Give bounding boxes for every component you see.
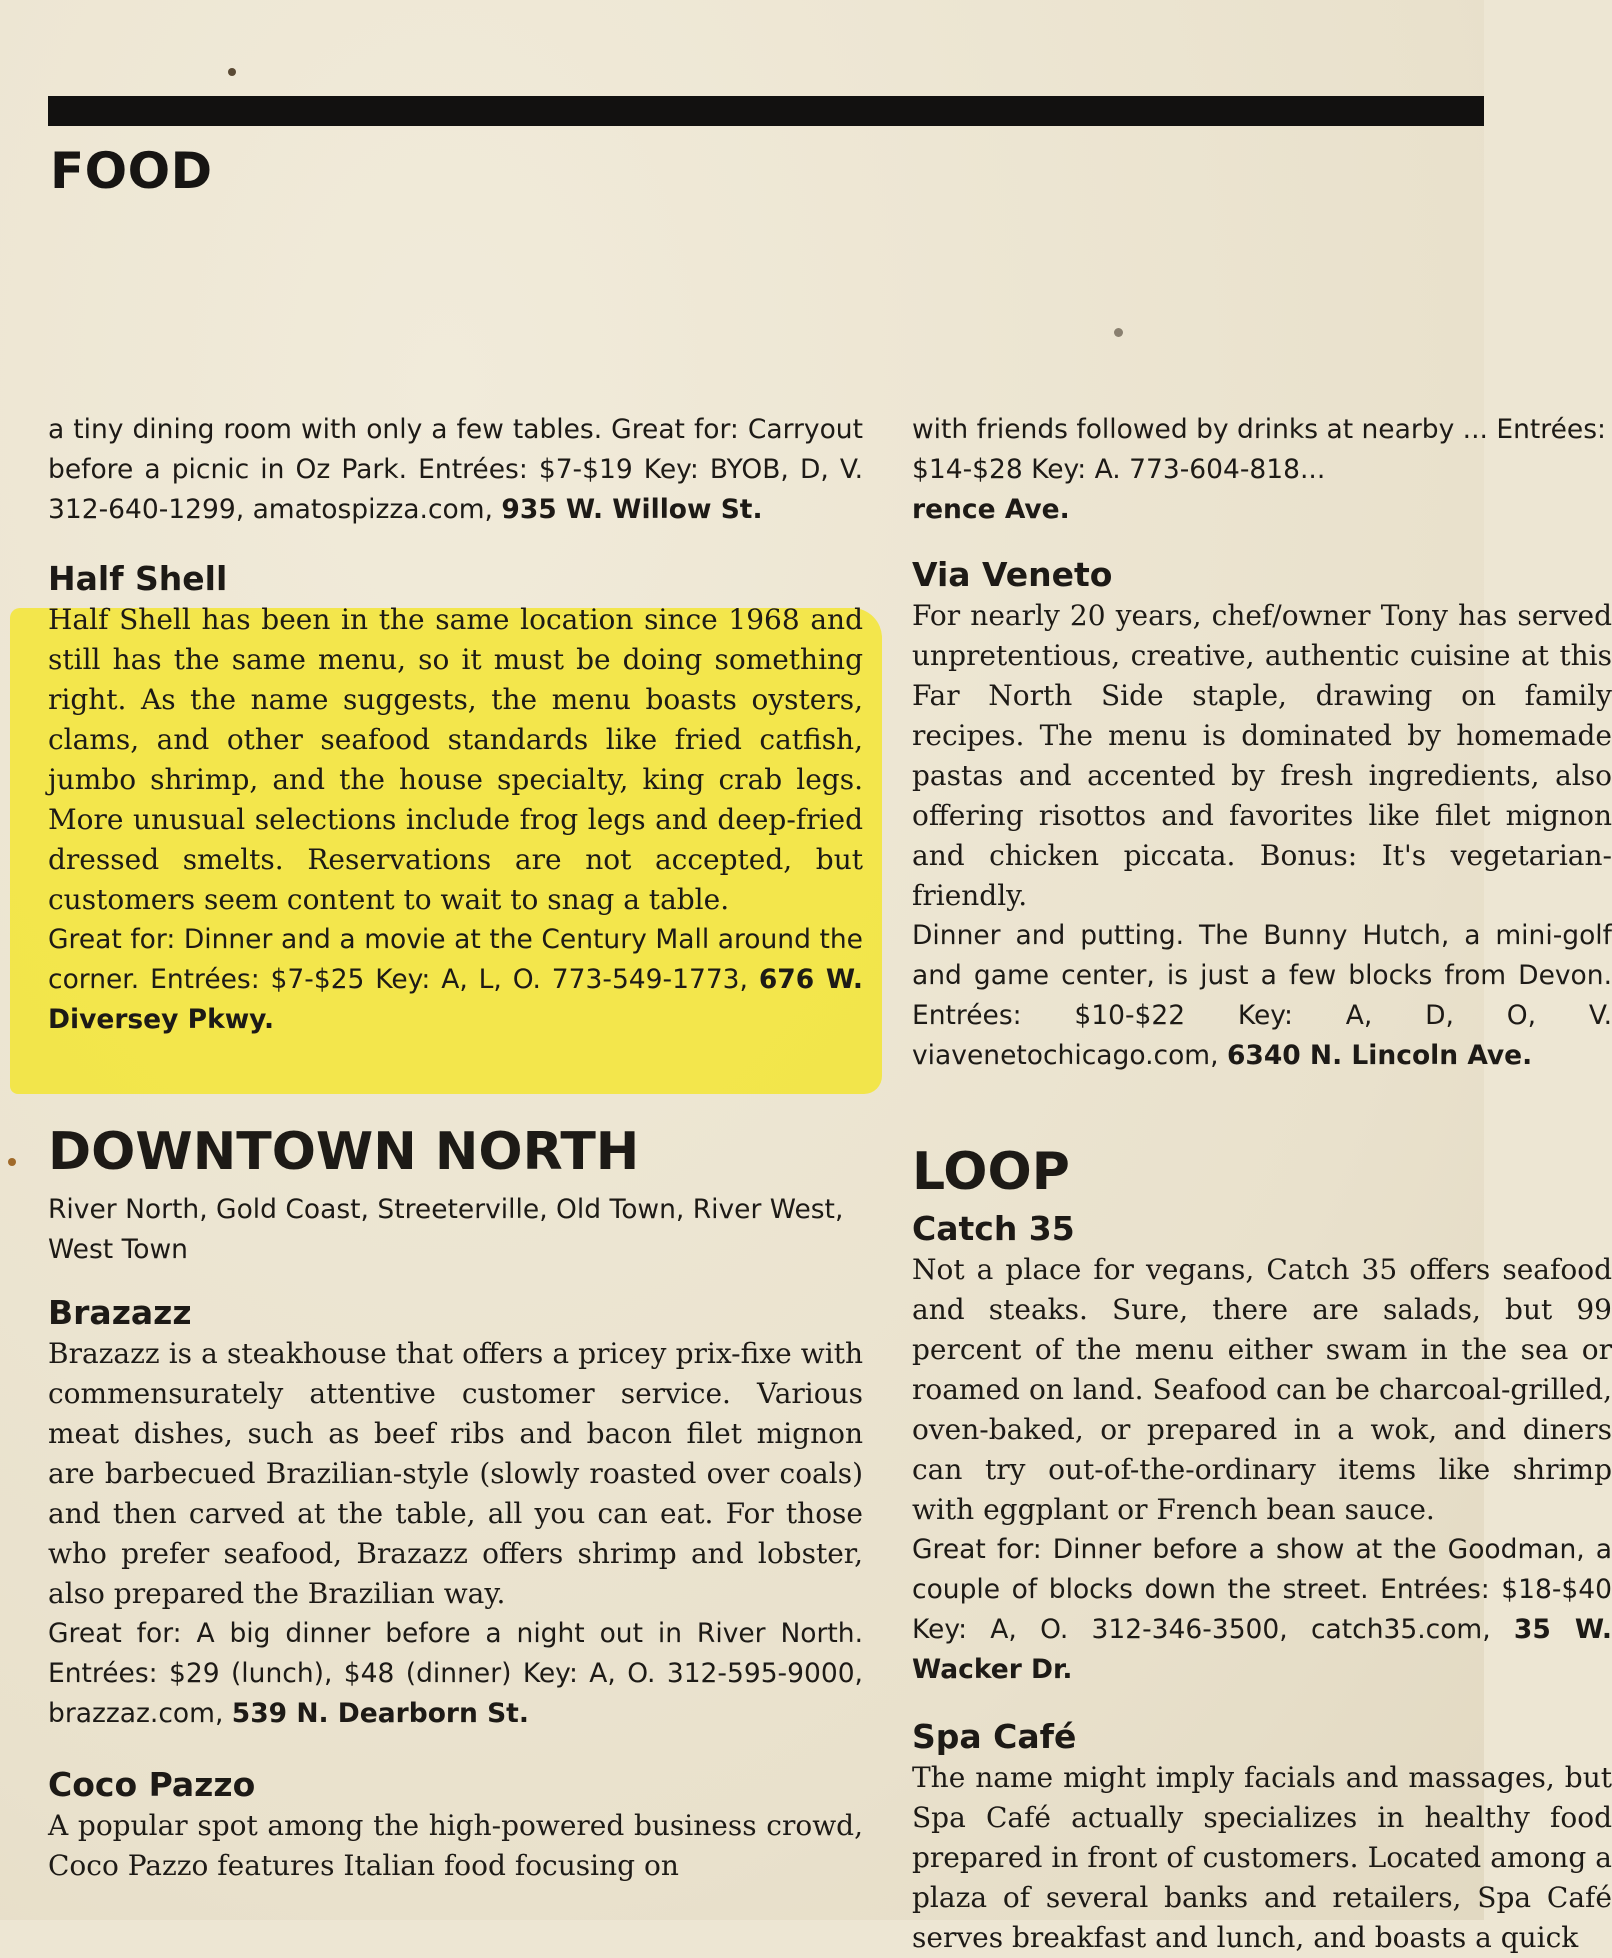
listing-spa-cafe: [912, 1716, 1612, 1958]
paper-speck: [228, 68, 236, 76]
paper-speck: [1114, 328, 1123, 337]
listing-address: 676 W. Diversey Pkwy.: [48, 964, 863, 1035]
listing-via-veneto: [912, 554, 1612, 1076]
restaurant-description: Half Shell has been in the same location since 1968 and still has the same menu, so it must be doing something right. As the name suggests, the menu boasts oysters, clams, and other seafood standards like fried catfish, jumbo shrimp, and the house specialty, king crab legs. More unusual selections include frog legs and deep-fried dressed smelts. Reservations are not accepted, but customers seem content to wait to snag a table.: [48, 603, 863, 916]
listing-brazazz: [48, 1292, 863, 1734]
restaurant-description: Not a place for vegans, Catch 35 offers seafood and steaks. Sure, there are salads, but 99 percent of the menu either swam in the sea or roamed on land. Seafood can be charcoal-grilled, oven-baked, or prepared in a wok, and diners can try out-of-the-ordinary items like shrimp with eggplant or French bean sauce.: [912, 1253, 1612, 1526]
restaurant-info: Great for: A big dinner before a night out in River North. Entrées: $29 (lunch), $48 (dinner) Key: A, O. 312-595-9000, brazzaz.com, 539 N. Dearborn St.: [48, 1618, 863, 1729]
neighborhood-heading: LOOP: [912, 1142, 1070, 1202]
listing-address: 935 W. Willow St.: [501, 494, 763, 525]
restaurant-description: The name might imply facials and massages, but Spa Café actually specializes in healthy food prepared in front of customers. Located among a plaza of several banks and retailers, Spa Café serves breakfast and lunch, and boasts a quick: [912, 1761, 1612, 1954]
neighborhood-heading: DOWNTOWN NORTH: [48, 1122, 640, 1182]
restaurant-info: Dinner and putting. The Bunny Hutch, a mini-golf and game center, is just a few blocks from Devon. Entrées: $10-$22 Key: A, D, O, V. viavenetochicago.com, 6340 N. Lincoln Ave.: [912, 920, 1612, 1071]
restaurant-info: Great for: Dinner and a movie at the Century Mall around the corner. Entrées: $7-$25 Key: A, L, O. 773-549-1773, 676 W. Diversey Pkwy.: [48, 924, 863, 1035]
continued-listing: a tiny dining room with only a few tables. Great for: Carryout before a picnic in Oz Park. Entrées: $7-$19 Key: BYOB, D, V. 312-640-1299, amatospizza.com, 935 W. Willow St.: [48, 414, 863, 525]
right-column: [912, 410, 1612, 1954]
neighborhood-list: River North, Gold Coast, Streeterville, Old Town, River West, West Town: [48, 1194, 844, 1265]
continued-listing: with friends followed by drinks at nearby ... Entrées: $14-$28 Key: A. 773-604-818... rence Ave.: [912, 414, 1606, 525]
neighborhood-loop: [912, 1142, 1612, 1202]
listing-catch-35: [912, 1208, 1612, 1690]
listing-address: 6340 N. Lincoln Ave.: [1226, 1040, 1533, 1071]
header-rule: [48, 96, 1484, 126]
listing-coco-pazzo: [48, 1764, 863, 1886]
restaurant-name: Coco Pazzo: [48, 1765, 256, 1804]
left-column: [48, 410, 863, 1886]
listing-address: 35 W. Wacker Dr.: [912, 1614, 1612, 1685]
section-label: FOOD: [50, 142, 213, 200]
restaurant-name: Catch 35: [912, 1209, 1075, 1248]
restaurant-description: For nearly 20 years, chef/owner Tony has served unpretentious, creative, authentic cuisine at this Far North Side staple, drawing on family recipes. The menu is dominated by homemade pastas and accented by fresh ingredients, also offering risottos and favorites like filet mignon and chicken piccata. Bonus: It's vegetarian-friendly.: [912, 599, 1612, 912]
listing-half-shell: [48, 558, 863, 1040]
listing-address: 539 N. Dearborn St.: [231, 1698, 529, 1729]
restaurant-name: Via Veneto: [912, 555, 1113, 594]
restaurant-name: Half Shell: [48, 559, 228, 598]
restaurant-description: Brazazz is a steakhouse that offers a pricey prix-fixe with commensurately attentive customer service. Various meat dishes, such as beef ribs and bacon filet mignon are barbecued Brazilian-style (slowly roasted over coals) and then carved at the table, all you can eat. For those who prefer seafood, Brazazz offers shrimp and lobster, also prepared the Brazilian way.: [48, 1337, 863, 1610]
listing-address: rence Ave.: [912, 494, 1070, 525]
paper-speck: [8, 1158, 16, 1166]
neighborhood-downtown-north: [48, 1122, 863, 1270]
restaurant-description: A popular spot among the high-powered business crowd, Coco Pazzo features Italian food focusing on: [48, 1809, 863, 1882]
restaurant-name: Spa Café: [912, 1717, 1077, 1756]
restaurant-name: Brazazz: [48, 1293, 192, 1332]
restaurant-info: Great for: Dinner before a show at the Goodman, a couple of blocks down the street. Entrées: $18-$40 Key: A, O. 312-346-3500, catch35.com, 35 W. Wacker Dr.: [912, 1534, 1612, 1685]
